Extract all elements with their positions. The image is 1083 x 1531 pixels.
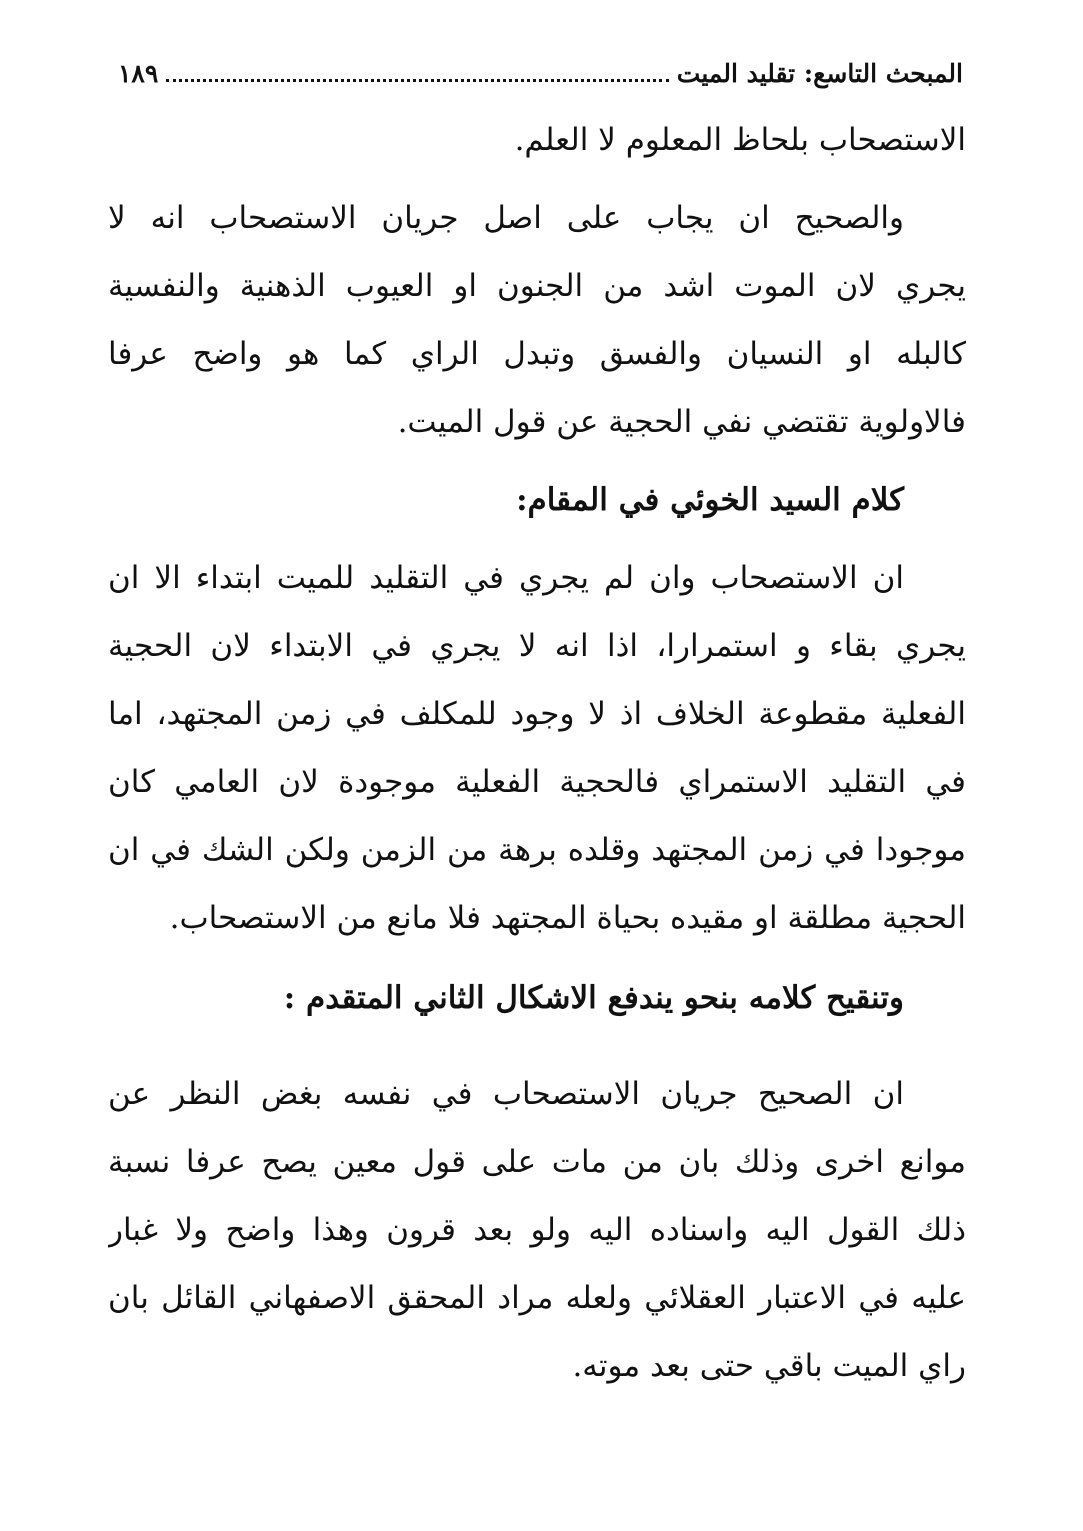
text-line: يجري لان الموت اشد من الجنون او العيوب الذهنية والنفسية — [108, 268, 966, 304]
text-line: والصحيح ان يجاب على اصل جريان الاستصحاب انه لا — [108, 200, 904, 236]
text-line: الحجية مطلقة او مقيده بحياة المجتهد فلا مانع من الاستصحاب. — [169, 900, 966, 936]
text-line: فالاولوية تقتضي نفي الحجية عن قول الميت. — [397, 404, 966, 440]
text-line: عليه في الاعتبار العقلائي ولعله مراد المحقق الاصفهاني القائل بان — [108, 1280, 966, 1316]
section-title: المبحث التاسع: تقليد الميت — [676, 58, 963, 88]
text-line: ان الصحيح جريان الاستصحاب في نفسه بغض النظر عن — [108, 1076, 904, 1112]
text-line: موجودا في زمن المجتهد وقلده برهة من الزمن ولكن الشك في ان — [108, 832, 966, 868]
text-line: موانع اخرى وذلك بان من مات على قول معين يصح عرفا نسبة — [108, 1144, 966, 1180]
text-line: الاستصحاب بلحاظ المعلوم لا العلم. — [514, 122, 966, 158]
text-line: في التقليد الاستمراي فالحجية الفعلية موجودة لان العامي كان — [108, 764, 966, 800]
text-line: ذلك القول اليه واسناده اليه ولو بعد قرون وهذا واضح ولا غبار — [108, 1212, 966, 1248]
page-number: ١٨٩ — [118, 58, 159, 88]
text-line: يجري بقاء و استمرارا، اذا انه لا يجري في الابتداء لان الحجية — [108, 628, 966, 664]
text-line: كالبله او النسيان والفسق وتبدل الراي كما هو واضح عرفا — [108, 336, 966, 372]
running-header — [118, 48, 963, 98]
leader-dots — [166, 79, 668, 82]
text-line: الفعلية مقطوعة الخلاف اذ لا وجود للمكلف في زمن المجتهد، اما — [108, 696, 966, 732]
section-heading: وتنقيح كلامه بنحو يندفع الاشكال الثاني المتقدم : — [283, 980, 904, 1016]
text-line: ان الاستصحاب وان لم يجري في التقليد للميت ابتداء الا ان — [108, 560, 904, 596]
text-line: راي الميت باقي حتى بعد موته. — [572, 1348, 966, 1384]
section-heading: كلام السيد الخوئي في المقام: — [516, 482, 904, 518]
